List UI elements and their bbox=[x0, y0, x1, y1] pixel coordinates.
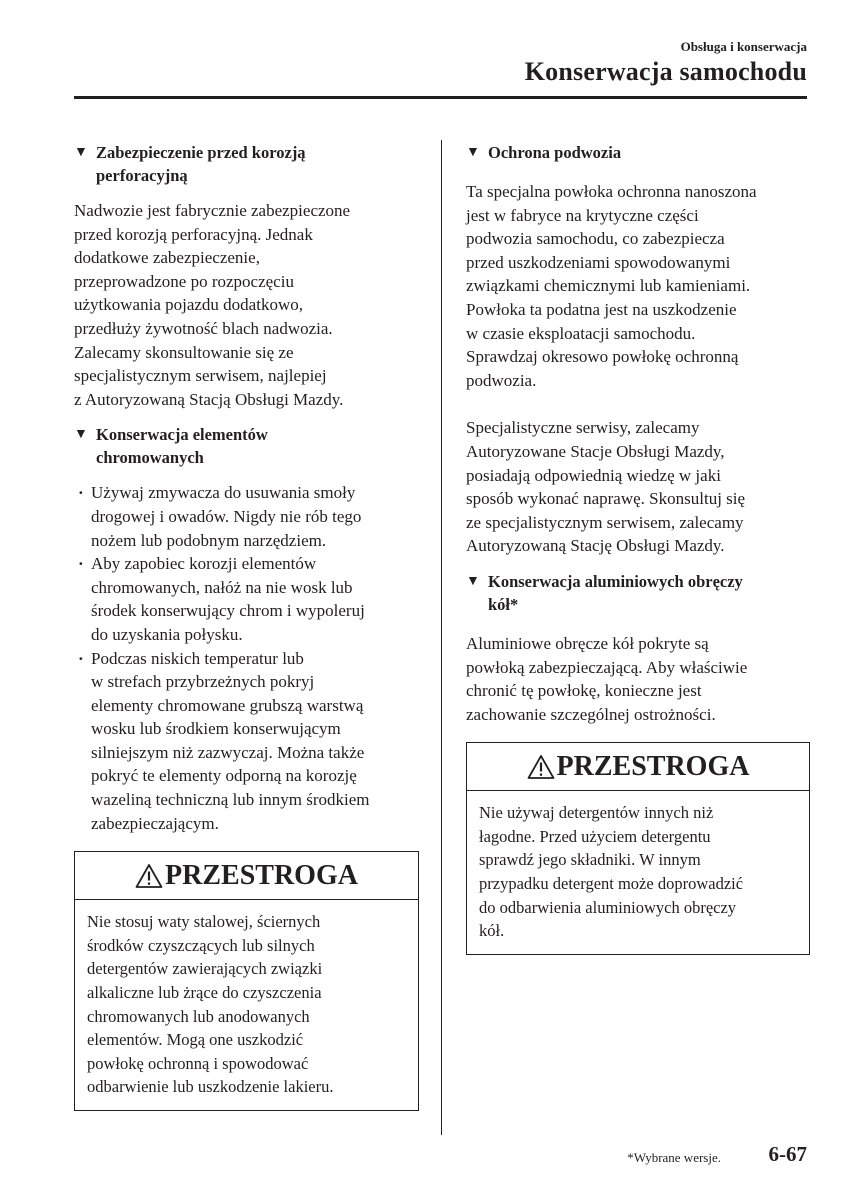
caution-box-wheels bbox=[466, 742, 810, 955]
paragraph-service: Specjalistyczne serwisy, zalecamy Autoryzowane Stacje Obsługi Mazdy, posiadają odpowiednią wiedzę w jaki sposób wykonać naprawę. Skonsultuj się ze specjalistycznym serwisem, zalecamy Autoryzowaną Stację Obsługi Mazdy. bbox=[466, 418, 746, 556]
right-column bbox=[466, 141, 810, 955]
page-number: 6-67 bbox=[768, 1142, 807, 1166]
paragraph-wheels: Aluminiowe obręcze kół pokryte są powłoką zabezpieczającą. Aby właściwie chronić tę powłokę, konieczne jest zachowanie szczególnej ostrożności. bbox=[466, 633, 748, 724]
footnote: *Wybrane wersje. bbox=[627, 1150, 721, 1165]
triangle-down-icon: ▼ bbox=[466, 145, 480, 160]
caution-text: Nie używaj detergentów innych niż łagodne. Przed użyciem detergentu sprawdź jego składniki. W innym przypadku detergent może doprowadzić do odbarwienia aluminiowych obręczy kół. bbox=[479, 803, 744, 941]
caution-text: Nie stosuj waty stalowej, ściernych środków czyszczących lub silnych detergentów zawierających związki alkaliczne lub żrące do czyszczenia chromowanych lub anodowanych elementów. Mogą one uszkodzić powłokę ochronną i spowodować odbarwienie lub uszkodzenie lakieru. bbox=[87, 912, 334, 1097]
paragraph-underbody: Ta specjalna powłoka ochronna nanoszona jest w fabryce na krytyczne części podwozia samochodu, co zabezpiecza przed uszkodzeniami spowodowanymi związkami chemicznymi lub kamieniami. Powłoka ta podatna jest na uszkodzenie w czasie eksploatacji samochodu. Sprawdzaj okresowo powłokę ochronną podwozia. bbox=[466, 182, 757, 390]
triangle-down-icon: ▼ bbox=[74, 145, 88, 160]
header-rule bbox=[74, 96, 807, 99]
heading-underbody-protection: ▼ Ochrona podwozia bbox=[466, 143, 622, 162]
caution-box-chrome bbox=[74, 851, 419, 1111]
paragraph-corrosion: Nadwozie jest fabrycznie zabezpieczone przed korozją perforacyjną. Jednak dodatkowe zabezpieczenie, przeprowadzone po rozpoczęciu użytkowania pojazdu dodatkowo, przedłuży żywotność blach nadwozia. Zalecamy skonsultowanie się ze specjalistycznym serwisem, najlepiej z Autoryzowaną Stacją Obsługi Mazdy. bbox=[74, 201, 351, 409]
triangle-down-icon: ▼ bbox=[466, 573, 480, 589]
heading-chrome-care: ▼ Konserwacja elementów chromowanych bbox=[74, 425, 268, 468]
header-section: Obsługa i konserwacja bbox=[680, 39, 807, 54]
caution-title: PRZESTROGA bbox=[467, 743, 809, 791]
list-item: · Używaj zmywacza do usuwania smoły drogowej i owadów. Nigdy nie rób tego nożem lub podobnym narzędziem. bbox=[74, 481, 419, 552]
list-item: · Aby zapobiec korozji elementów chromowanych, nałóż na nie wosk lub środek konserwujący chrom i wypoleruj do uzyskania połysku. bbox=[74, 552, 419, 646]
heading-aluminium-wheels: ▼ Konserwacja aluminiowych obręczy kół* bbox=[466, 571, 743, 614]
left-column bbox=[74, 141, 419, 1111]
caution-title: PRZESTROGA bbox=[75, 852, 418, 900]
page-title: Konserwacja samochodu bbox=[524, 57, 807, 86]
warning-triangle-icon bbox=[527, 754, 555, 780]
list-item: · Podczas niskich temperatur lub w strefach przybrzeżnych pokryj elementy chromowane grubszą warstwą wosku lub środkiem konserwującym silniejszym niż zazwyczaj. Można także pokryć te elementy odporną na korozję wazeliną techniczną lub innym środkiem zabezpieczającym. bbox=[74, 647, 419, 836]
chrome-care-list bbox=[74, 481, 419, 835]
column-divider bbox=[441, 140, 442, 1135]
heading-corrosion-protection: ▼ Zabezpieczenie przed korozją perforacyjną bbox=[74, 143, 306, 185]
warning-triangle-icon bbox=[135, 863, 163, 889]
triangle-down-icon: ▼ bbox=[74, 427, 88, 443]
